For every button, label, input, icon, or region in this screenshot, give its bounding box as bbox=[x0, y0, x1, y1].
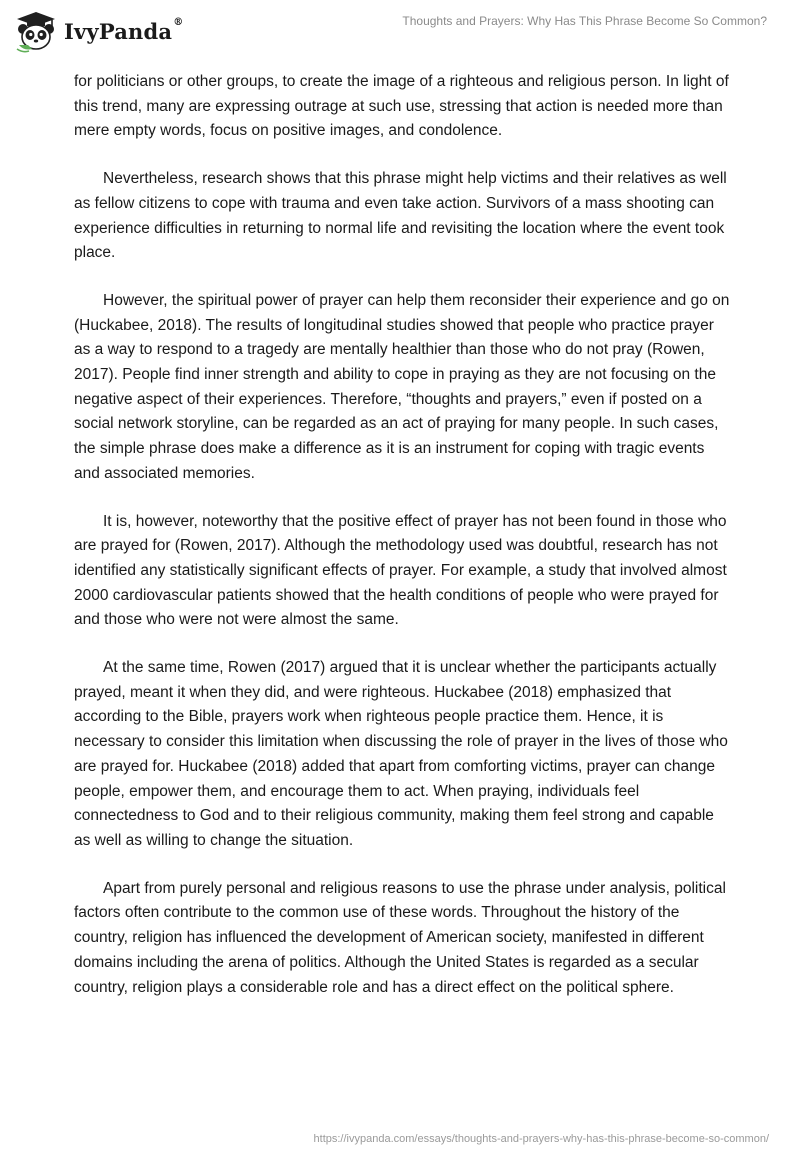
paragraph: At the same time, Rowen (2017) argued that it is unclear whether the participants actually prayed, meant it when they did, and were righteous. Huckabee (2018) emphasized that according to the Bible, prayers work when righteous people practice them. Hence, it is necessary to consider this limitation when discussing the role of prayer in the lives of those who are prayed for. Huckabee (2018) added that apart from comforting victims, prayer can change people, empower them, and encourage them to act. When praying, individuals feel connectedness to God and to their religious community, making them feel strong and capable as well as willing to change the situation. bbox=[74, 659, 728, 849]
page-header bbox=[0, 0, 800, 60]
registered-mark: ® bbox=[173, 16, 184, 28]
paragraph: Nevertheless, research shows that this phrase might help victims and their relatives as well as fellow citizens to cope with trauma and even take action. Survivors of a mass shooting can experience difficulties in returning to normal life and revisiting the location where the event took place. bbox=[74, 170, 727, 262]
paragraph: However, the spiritual power of prayer can help them reconsider their experience and go on (Huckabee, 2018). The results of longitudinal studies showed that people who practice prayer as a way to respond to a tragedy are mentally healthier than those who do not pray (Rowen, 2017). People find inner strength and ability to cope in praying as they are not focusing on the negative aspect of their experiences. Therefore, “thoughts and prayers,” even if posted on a social network storyline, can be regarded as an act of praying for many people. In such cases, the simple phrase does make a difference as it is an instrument for coping with tragic events and associated memories. bbox=[74, 291, 730, 482]
brand-name: IvyPanda® bbox=[64, 16, 184, 44]
document-title: Thoughts and Prayers: Why Has This Phrase Become So Common? bbox=[402, 14, 767, 28]
source-url[interactable]: https://ivypanda.com/essays/thoughts-and-prayers-why-has-this-phrase-become-so-common/ bbox=[313, 1133, 769, 1145]
essay-body bbox=[74, 70, 730, 1023]
paragraph: It is, however, noteworthy that the positive effect of prayer has not been found in those who are prayed for (Rowen, 2017). Although the methodology used was doubtful, research has not identified any statistically significant effects of prayer. For example, a study that involved almost 2000 cardiovascular patients showed that the health conditions of people who were prayed for and those who were not were almost the same. bbox=[74, 512, 727, 629]
paragraph: Apart from purely personal and religious reasons to use the phrase under analysis, political factors often contribute to the common use of these words. Throughout the history of the country, religion has influenced the development of American society, manifested in different domains including the arena of politics. Although the United States is regarded as a secular country, religion plays a considerable role and has a direct effect on the political sphere. bbox=[74, 879, 726, 996]
paragraph: for politicians or other groups, to create the image of a righteous and religious person. In light of this trend, many are expressing outrage at such use, stressing that action is needed more than mere empty words, focus on positive images, and condolence. bbox=[74, 73, 729, 140]
panda-graduate-logo-icon bbox=[14, 9, 58, 53]
brand-logo[interactable] bbox=[14, 9, 183, 53]
